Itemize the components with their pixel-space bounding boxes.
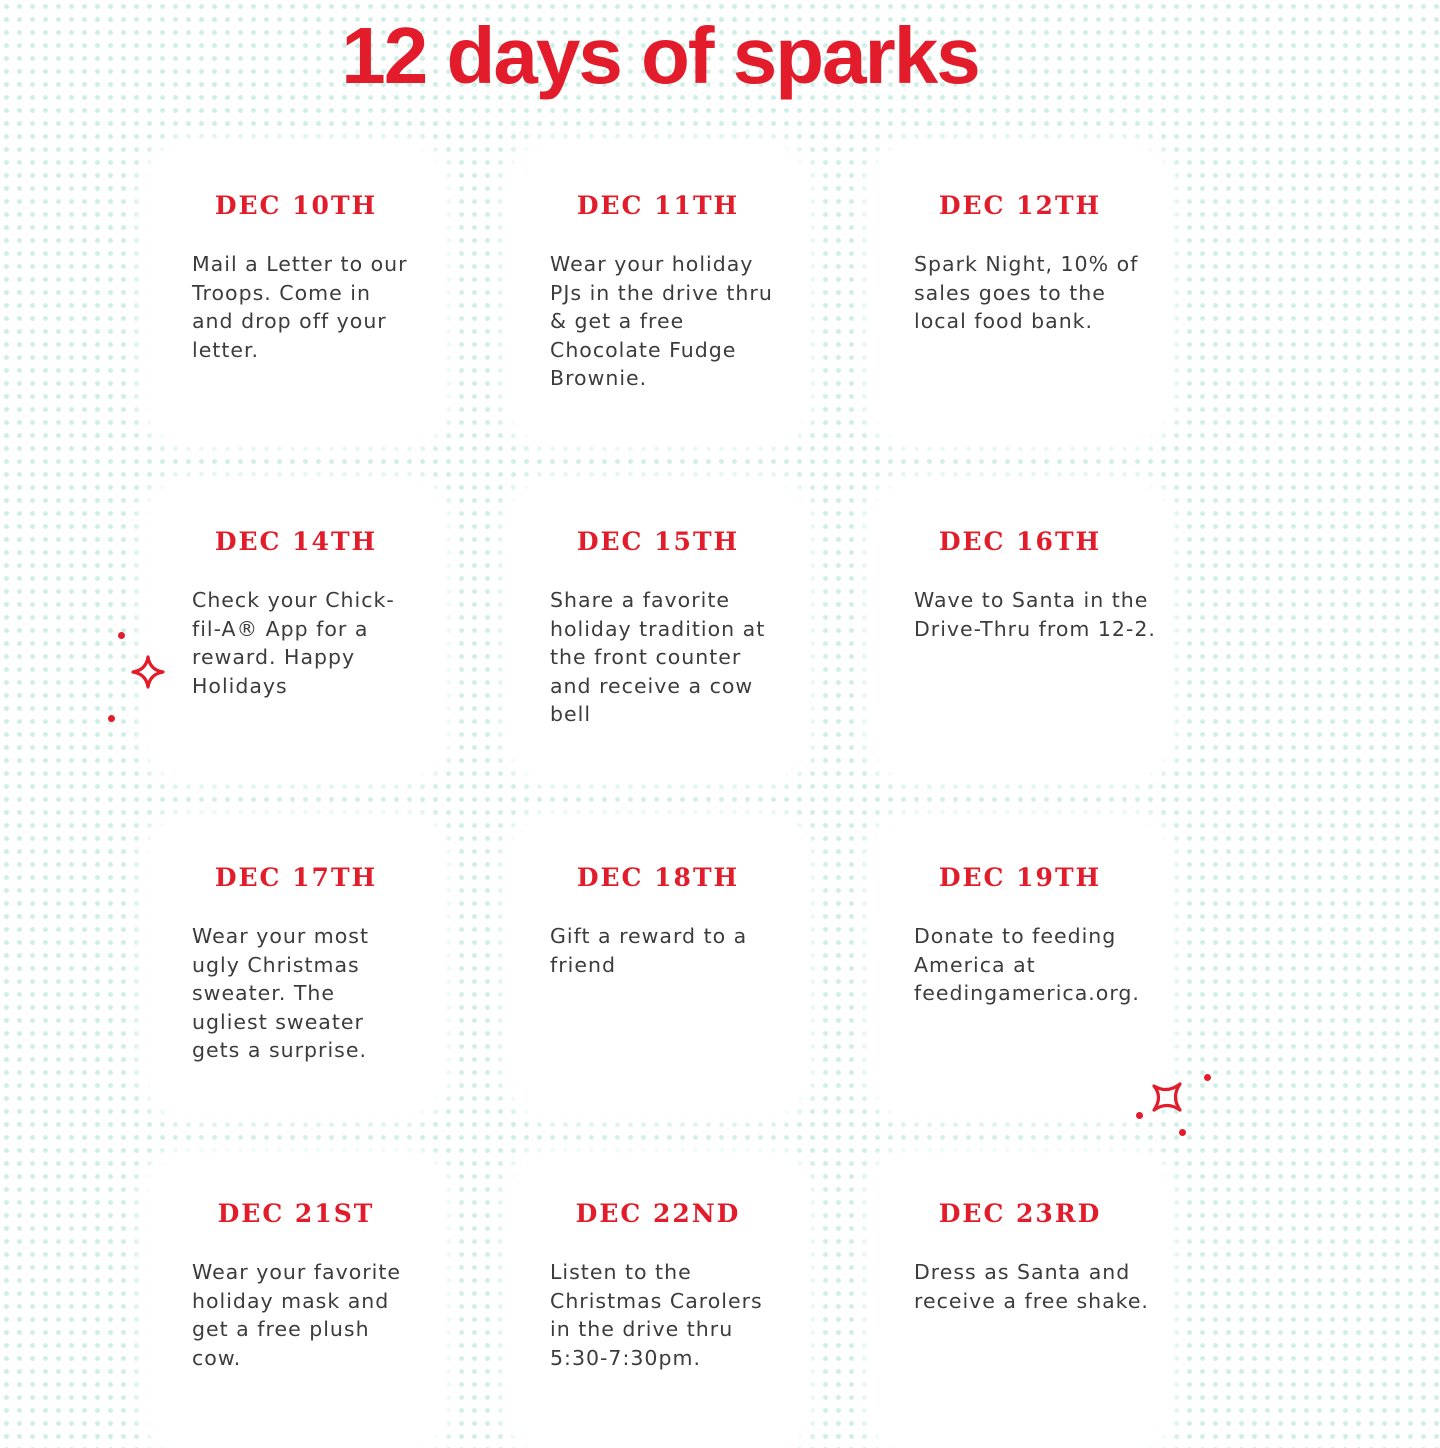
card-description: Wear your favorite holiday mask and get a free plush cow. bbox=[192, 1260, 402, 1370]
card-date: DEC 22ND bbox=[575, 1199, 741, 1228]
sparkle-decoration-left bbox=[100, 620, 170, 730]
sparkle-decoration-right bbox=[1130, 1070, 1220, 1145]
card-date: DEC 15TH bbox=[576, 527, 740, 556]
page-title: 12 days of sparks bbox=[341, 11, 979, 100]
card-description: Dress as Santa and receive a free shake. bbox=[914, 1260, 1149, 1313]
calendar-card-dec-19 bbox=[874, 820, 1166, 1112]
card-date: DEC 17TH bbox=[214, 863, 378, 892]
card-date: DEC 11TH bbox=[576, 191, 740, 220]
calendar-card-dec-16 bbox=[874, 484, 1166, 776]
card-date: DEC 18TH bbox=[576, 863, 740, 892]
card-date: DEC 14TH bbox=[214, 527, 378, 556]
card-date: DEC 12TH bbox=[938, 191, 1102, 220]
card-date: DEC 23RD bbox=[938, 1199, 1102, 1228]
sparkle-dot bbox=[1204, 1074, 1211, 1081]
calendar-grid bbox=[150, 148, 1174, 1448]
card-description: Share a favorite holiday tradition at the front counter and receive a cow bell bbox=[550, 588, 766, 726]
calendar-card-dec-12 bbox=[874, 148, 1166, 440]
calendar-card-dec-11 bbox=[512, 148, 804, 440]
card-description: Donate to feeding America at feedingamerica.org. bbox=[914, 924, 1140, 1005]
card-date: DEC 19TH bbox=[938, 863, 1102, 892]
card-date: DEC 10TH bbox=[214, 191, 378, 220]
card-date: DEC 16TH bbox=[938, 527, 1102, 556]
sparkle-dot bbox=[108, 715, 115, 722]
calendar-card-dec-17 bbox=[150, 820, 442, 1112]
calendar-card-dec-15 bbox=[512, 484, 804, 776]
card-description: Spark Night, 10% of sales goes to the local food bank. bbox=[914, 252, 1139, 333]
calendar-card-dec-23 bbox=[874, 1156, 1166, 1448]
card-description: Wear your holiday PJs in the drive thru & get a free Chocolate Fudge Brownie. bbox=[550, 252, 773, 390]
calendar-card-dec-10 bbox=[150, 148, 442, 440]
sparkle-dot bbox=[1179, 1129, 1186, 1136]
card-date: DEC 21ST bbox=[217, 1199, 375, 1228]
sparkle-dot bbox=[118, 632, 125, 639]
card-description: Listen to the Christmas Carolers in the drive thru 5:30-7:30pm. bbox=[550, 1260, 763, 1370]
card-description: Gift a reward to a friend bbox=[550, 924, 748, 977]
calendar-card-dec-21 bbox=[150, 1156, 442, 1448]
card-description: Check your Chick-fil-A® App for a reward. Happy Holidays bbox=[192, 588, 395, 698]
card-description: Wear your most ugly Christmas sweater. The ugliest sweater gets a surprise. bbox=[192, 924, 370, 1062]
sparkle-dot bbox=[1136, 1112, 1143, 1119]
card-description: Wave to Santa in the Drive-Thru from 12-2. bbox=[914, 588, 1156, 641]
sparkle-icon bbox=[1150, 1080, 1184, 1114]
calendar-card-dec-22 bbox=[512, 1156, 804, 1448]
calendar-card-dec-18 bbox=[512, 820, 804, 1112]
card-description: Mail a Letter to our Troops. Come in and drop off your letter. bbox=[192, 252, 408, 362]
sparkle-icon bbox=[130, 654, 166, 690]
calendar-card-dec-14 bbox=[150, 484, 442, 776]
